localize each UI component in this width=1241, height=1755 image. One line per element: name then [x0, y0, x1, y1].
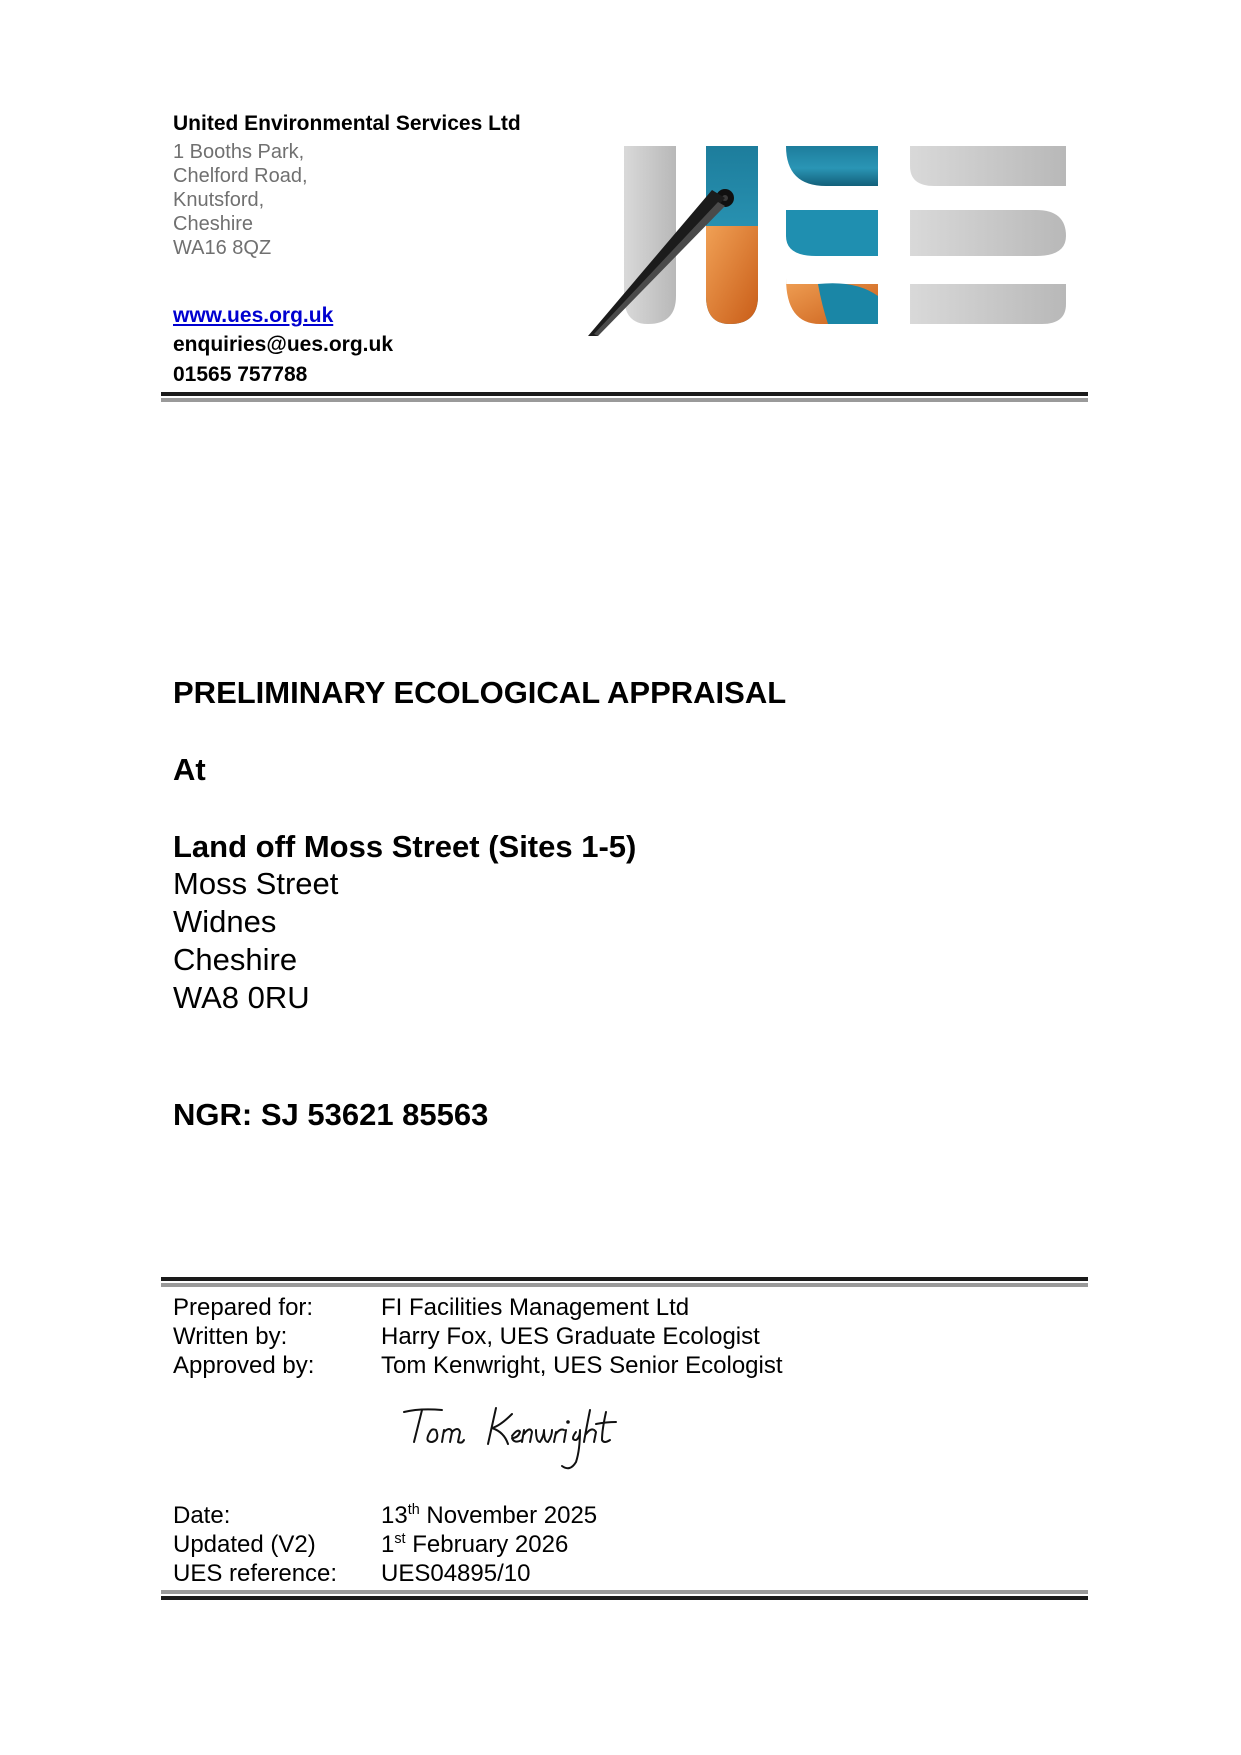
date-value: 13th November 2025	[381, 1502, 598, 1529]
site-address-line-1: Moss Street	[173, 866, 339, 901]
written-by-label: Written by:	[173, 1323, 288, 1350]
site-address-line-3: Cheshire	[173, 942, 298, 977]
logo-e-top-bar	[786, 146, 878, 186]
address-line-3: Knutsford,	[173, 189, 265, 211]
report-at: At	[173, 752, 206, 787]
updated-value: 1st February 2026	[381, 1531, 569, 1558]
company-name: United Environmental Services Ltd	[173, 112, 521, 135]
date-label: Date:	[173, 1502, 231, 1529]
address-line-1: 1 Booths Park,	[173, 141, 305, 163]
address-line-5: WA16 8QZ	[173, 237, 272, 259]
site-name: Land off Moss Street (Sites 1-5)	[173, 829, 637, 864]
website-link[interactable]: www.ues.org.uk	[173, 304, 334, 327]
phone-number: 01565 757788	[173, 363, 308, 386]
reference-value: UES04895/10	[381, 1560, 531, 1587]
prepared-for-label: Prepared for:	[173, 1294, 314, 1321]
approved-by-value: Tom Kenwright, UES Senior Ecologist	[381, 1352, 783, 1379]
logo-s-middle	[910, 210, 1066, 256]
updated-label: Updated (V2)	[173, 1531, 316, 1558]
logo-s-top	[910, 146, 1066, 186]
ues-kingfisher-logo	[588, 146, 1078, 336]
email-address: enquiries@ues.org.uk	[173, 333, 394, 356]
grid-reference: NGR: SJ 53621 85563	[173, 1097, 489, 1132]
details-top-divider	[161, 1277, 1088, 1287]
details-bottom-divider	[161, 1590, 1088, 1600]
report-title: PRELIMINARY ECOLOGICAL APPRAISAL	[173, 675, 787, 710]
logo-s-bottom	[910, 284, 1066, 324]
written-by-value: Harry Fox, UES Graduate Ecologist	[381, 1323, 760, 1350]
reference-label: UES reference:	[173, 1560, 338, 1587]
header-divider	[161, 392, 1088, 402]
site-address-line-4: WA8 0RU	[173, 980, 310, 1015]
address-line-2: Chelford Road,	[173, 165, 308, 187]
logo-e-middle-bar	[786, 210, 878, 256]
prepared-for-value: FI Facilities Management Ltd	[381, 1294, 690, 1321]
approver-signature	[400, 1400, 660, 1480]
approved-by-label: Approved by:	[173, 1352, 315, 1379]
site-address-line-2: Widnes	[173, 904, 277, 939]
address-line-4: Cheshire	[173, 213, 254, 235]
